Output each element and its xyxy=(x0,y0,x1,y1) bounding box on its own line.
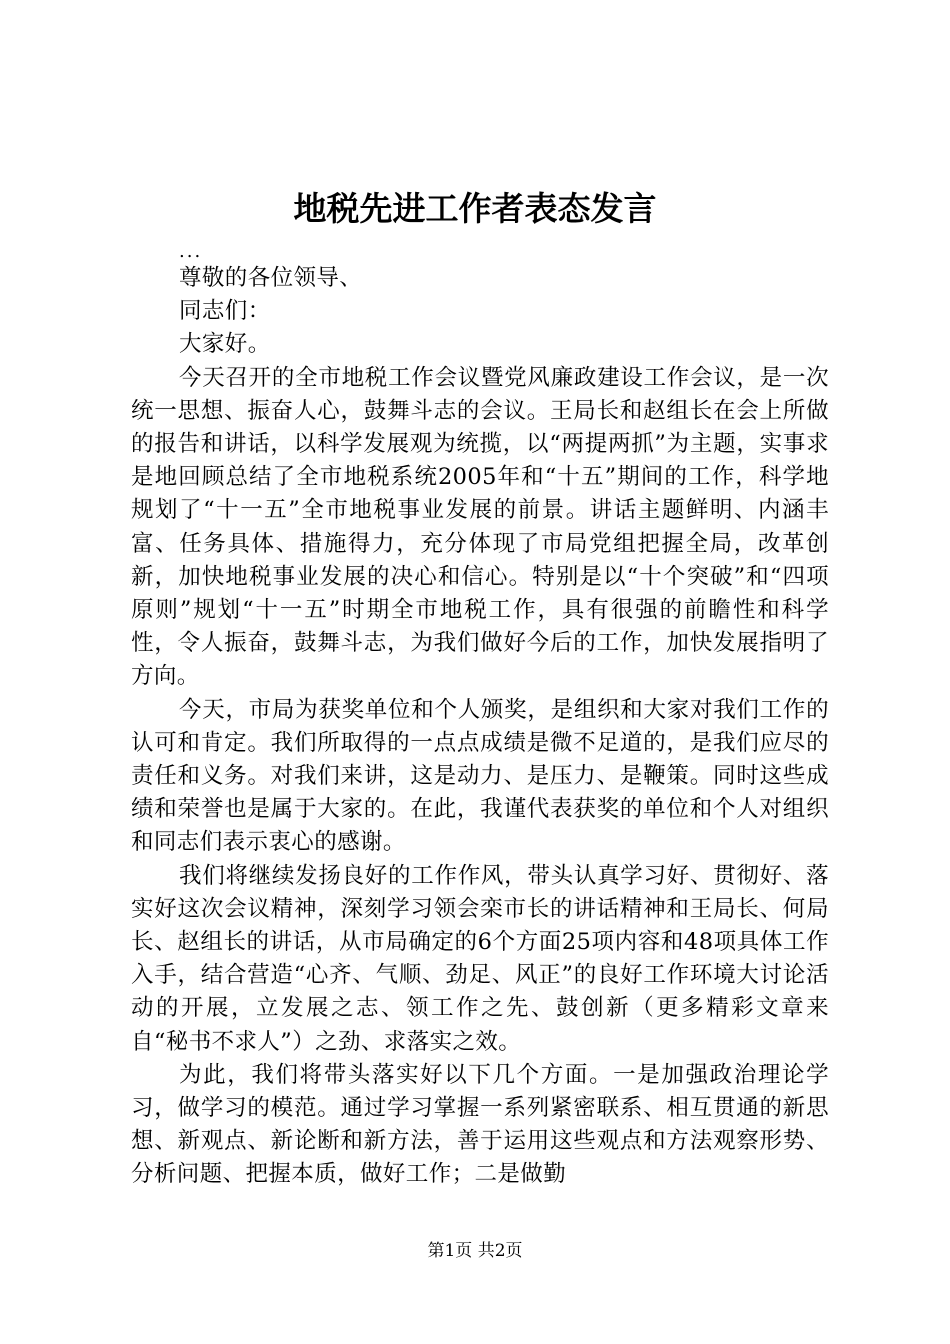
greeting-line: 大家好。 xyxy=(179,331,271,358)
document-title: 地税先进工作者表态发言 xyxy=(293,189,657,228)
paragraph-4: 为此，我们将带头落实好以下几个方面。一是加强政治理论学习，做学习的模范。通过学习掌握一系列紧密联系、相互贯通的新思想、新观点、新论断和新方法，善于运用这些观点和方法观察形势、分析问题、把握本质，做好工作；二是做勤 xyxy=(131,1061,829,1188)
paragraph-2: 今天，市局为获奖单位和个人颁奖，是组织和大家对我们工作的认可和肯定。我们所取得的一点点成绩是微不足道的，是我们应尽的责任和义务。对我们来讲，这是动力、是压力、是鞭策。同时这些成绩和荣誉也是属于大家的。在此，我谨代表获奖的单位和个人对组织和同志们表示衷心的感谢。 xyxy=(131,696,829,856)
paragraph-3: 我们将继续发扬良好的工作作风，带头认真学习好、贯彻好、落实好这次会议精神，深刻学习领会栾市长的讲话精神和王局长、何局长、赵组长的讲话，从市局确定的6个方面25项内容和48项具体工作入手，结合营造“心齐、气顺、劲足、风正”的良好工作环境大讨论活动的开展，立发展之志、领工作之先、鼓创新（更多精彩文章来自“秘书不求人”）之劲、求落实之效。 xyxy=(131,862,829,1055)
ellipsis-marker: ... xyxy=(179,241,203,262)
document-body xyxy=(131,241,829,1192)
paragraph-1: 今天召开的全市地税工作会议暨党风廉政建设工作会议，是一次统一思想、振奋人心，鼓舞斗志的会议。王局长和赵组长在会上所做的报告和讲话，以科学发展观为统揽，以“两提两抓”为主题，实事求是地回顾总结了全市地税系统2005年和“十五”期间的工作，科学地规划了“十一五”全市地税事业发展的前景。讲话主题鲜明、内涵丰富、任务具体、措施得力，充分体现了市局党组把握全局，改革创新，加快地税事业发展的决心和信心。特别是以“十个突破”和“四项原则”规划“十一五”时期全市地税工作，具有很强的前瞻性和科学性，令人振奋，鼓舞斗志，为我们做好今后的工作，加快发展指明了方向。 xyxy=(131,364,829,690)
salutation-line-1: 尊敬的各位领导、 xyxy=(179,265,363,291)
salutation-line-2: 同志们： xyxy=(179,298,271,325)
page-indicator: 第1页 共2页 xyxy=(427,1241,523,1261)
